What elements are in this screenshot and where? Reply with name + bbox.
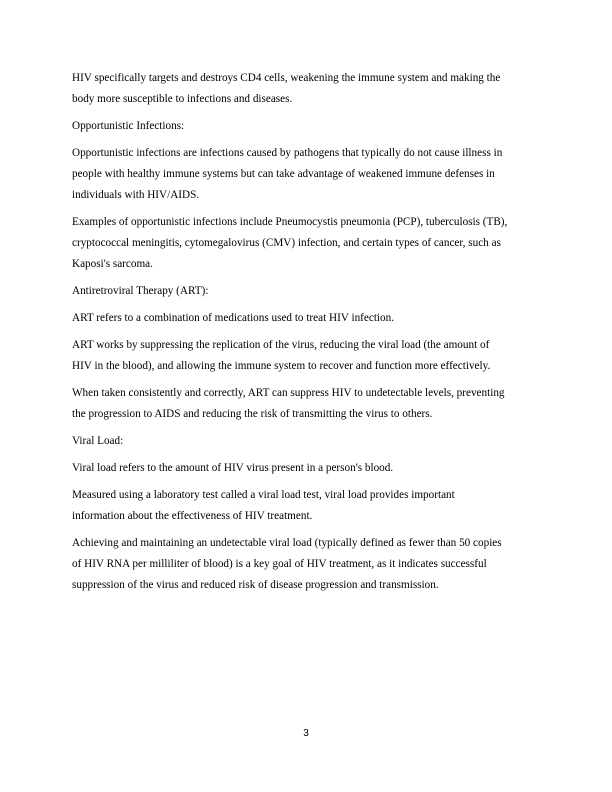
text-line: individuals with HIV/AIDS. xyxy=(72,189,200,201)
paragraph xyxy=(72,143,544,206)
text-line: Antiretroviral Therapy (ART): xyxy=(72,285,209,297)
text-line: Opportunistic infections are infections caused by pathogens that typically do not cause illness in xyxy=(72,147,503,159)
paragraph xyxy=(72,458,544,479)
paragraph xyxy=(72,68,544,110)
text-line: ART works by suppressing the replication of the virus, reducing the viral load (the amount of xyxy=(72,339,490,351)
text-line: people with healthy immune systems but can take advantage of weakened immune defenses in xyxy=(72,168,495,180)
text-line: information about the effectiveness of HIV treatment. xyxy=(72,510,313,522)
text-line: Kaposi's sarcoma. xyxy=(72,258,153,270)
text-line: Achieving and maintaining an undetectable viral load (typically defined as fewer than 50 copies xyxy=(72,537,502,549)
text-line: Measured using a laboratory test called a viral load test, viral load provides important xyxy=(72,489,455,501)
section-heading xyxy=(72,431,544,452)
text-line: suppression of the virus and reduced risk of disease progression and transmission. xyxy=(72,579,439,591)
text-line: body more susceptible to infections and diseases. xyxy=(72,93,293,105)
paragraph xyxy=(72,335,544,377)
text-line: HIV specifically targets and destroys CD4 cells, weakening the immune system and making the xyxy=(72,72,501,84)
paragraph xyxy=(72,308,544,329)
paragraph xyxy=(72,485,544,527)
paragraph xyxy=(72,383,544,425)
paragraph xyxy=(72,533,544,596)
text-line: of HIV RNA per milliliter of blood) is a key goal of HIV treatment, as it indicates successful xyxy=(72,558,487,570)
text-line: the progression to AIDS and reducing the risk of transmitting the virus to others. xyxy=(72,408,433,420)
document-body xyxy=(72,68,544,602)
section-heading xyxy=(72,281,544,302)
text-line: ART refers to a combination of medications used to treat HIV infection. xyxy=(72,312,395,324)
paragraph xyxy=(72,212,544,275)
text-line: Viral load refers to the amount of HIV virus present in a person's blood. xyxy=(72,462,394,474)
page-number: 3 xyxy=(303,728,309,739)
text-line: Opportunistic Infections: xyxy=(72,120,185,132)
text-line: Examples of opportunistic infections include Pneumocystis pneumonia (PCP), tuberculosis (TB), xyxy=(72,216,508,228)
text-line: Viral Load: xyxy=(72,435,124,447)
text-line: When taken consistently and correctly, ART can suppress HIV to undetectable levels, preventing xyxy=(72,387,505,399)
text-line: cryptococcal meningitis, cytomegalovirus (CMV) infection, and certain types of cancer, such as xyxy=(72,237,501,249)
text-line: HIV in the blood), and allowing the immune system to recover and function more effectively. xyxy=(72,360,491,372)
section-heading xyxy=(72,116,544,137)
